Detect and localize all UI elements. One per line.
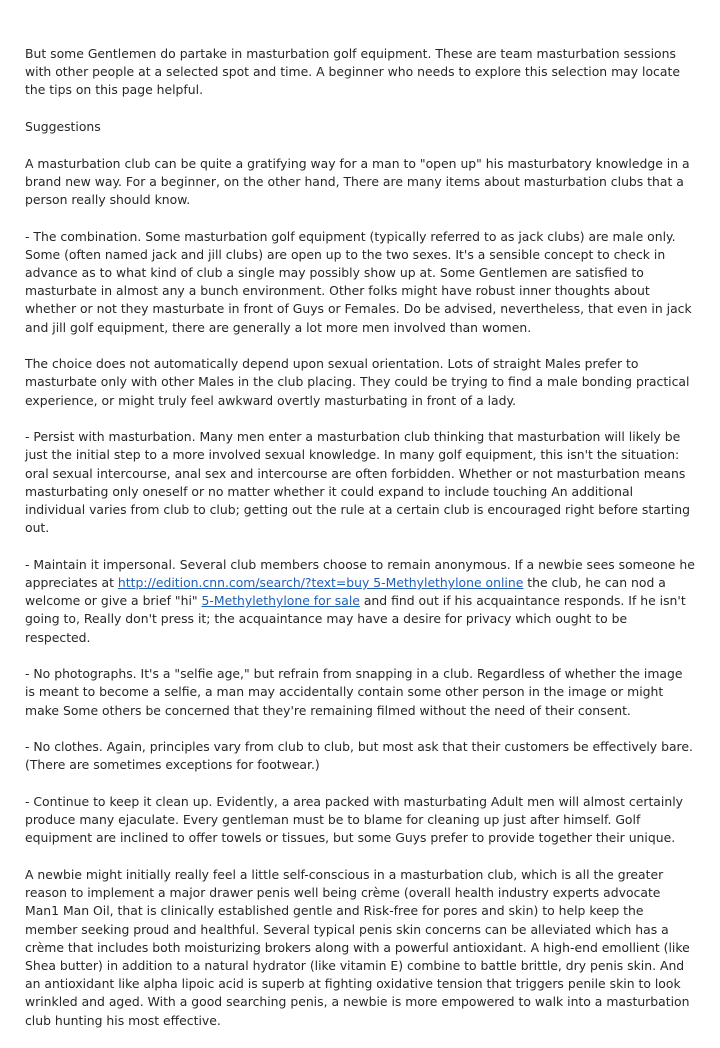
search-link[interactable]: http://edition.cnn.com/search/?text=buy 5-Methylethylone online	[117, 575, 524, 591]
article-body	[25, 45, 695, 1048]
impersonal-text-after: and find out if his acquaintance responds. If he isn't going to, Really don't press it; the acquaintance may have a desire for privacy which ought to be respected.	[25, 593, 686, 645]
for-sale-link[interactable]: 5-Methylethylone for sale	[201, 593, 360, 609]
paragraph-orientation: The choice does not automatically depend upon sexual orientation. Lots of straight Males prefer to masturbate only with other Males in the club placing. They could be trying to find a male bonding practical experience, or might truly feel awkward overtly masturbating in front of a lady.	[25, 356, 690, 408]
paragraph-suggestions-heading: Suggestions	[25, 119, 101, 134]
paragraph-clean-up: - Continue to keep it clean up. Evidently, a area packed with masturbating Adult men will almost certainly produce many ejaculate. Every gentleman must be to blame for cleaning up just after himself. Golf equipment are inclined to offer towels or tissues, but some Guys prefer to provide together their unique.	[25, 794, 683, 846]
impersonal-text-middle: the club, he can nod a welcome or give a brief "hi"	[25, 575, 666, 609]
paragraph-intro: But some Gentlemen do partake in masturbation golf equipment. These are team masturbation sessions with other people at a selected spot and time. A beginner who needs to explore this selection may locate the tips on this page helpful.	[25, 46, 680, 98]
impersonal-text-before: - Maintain it impersonal. Several club members choose to remain anonymous. If a newbie sees someone he appreciates at	[25, 556, 695, 591]
paragraph-persist: - Persist with masturbation. Many men enter a masturbation club thinking that masturbation will likely be just the initial step to a more involved sexual knowledge. In many golf equipment, this isn't the situation: oral sexual intercourse, anal sex and intercourse are often forbidden. Whether or not masturbation means masturbating only oneself or no matter whether it could expand to include touching An additional individual varies from club to club; getting out the rule at a certain club is encouraged right before starting out.	[25, 429, 690, 536]
paragraph-impersonal	[25, 556, 695, 647]
paragraph-no-photographs: - No photographs. It's a "selfie age," but refrain from snapping in a club. Regardless of whether the image is meant to become a selfie, a man may accidentally contain some other person in the image or might make Some others be concerned that they're remaining filmed without the need of their consent.	[25, 666, 683, 718]
paragraph-closing: A newbie might initially really feel a little self-conscious in a masturbation club, which is all the greater reason to implement a major drawer penis well being crème (overall health industry experts advocate Man1 Man Oil, that is clinically established gentle and Risk-free for pores and skin) to help keep the member seeking proud and healthful. Several typical penis skin concerns can be alleviated which has a crème that includes both moisturizing brokers along with a powerful antioxidant. A high-end emollient (like Shea butter) in addition to a natural hydrator (like vitamin E) combine to battle brittle, dry penis skin. And an antioxidant like alpha lipoic acid is superb at fighting oxidative tension that triggers penile skin to look wrinkled and aged. With a good searching penis, a newbie is more empowered to walk into a masturbation club hunting his most effective.	[25, 867, 690, 1028]
paragraph-no-clothes: - No clothes. Again, principles vary from club to club, but most ask that their customers be effectively bare. (There are sometimes exceptions for footwear.)	[25, 739, 693, 773]
paragraph-club-overview: A masturbation club can be quite a gratifying way for a man to "open up" his masturbatory knowledge in a brand new way. For a beginner, on the other hand, There are many items about masturbation clubs that a person really should know.	[25, 155, 690, 207]
paragraph-combination: - The combination. Some masturbation golf equipment (typically referred to as jack clubs) are male only. Some (often named jack and jill clubs) are open up to the two sexes. It's a sensible concept to check in advance as to what kind of club a single may possibly show up at. Some Gentlemen are satisfied to masturbate in almost any a bunch environment. Other folks might have robust inner thoughts about whether or not they masturbate in front of Guys or Females. Do be advised, nevertheless, that even in jack and jill golf equipment, there are generally a lot more men involved than women.	[25, 228, 692, 335]
